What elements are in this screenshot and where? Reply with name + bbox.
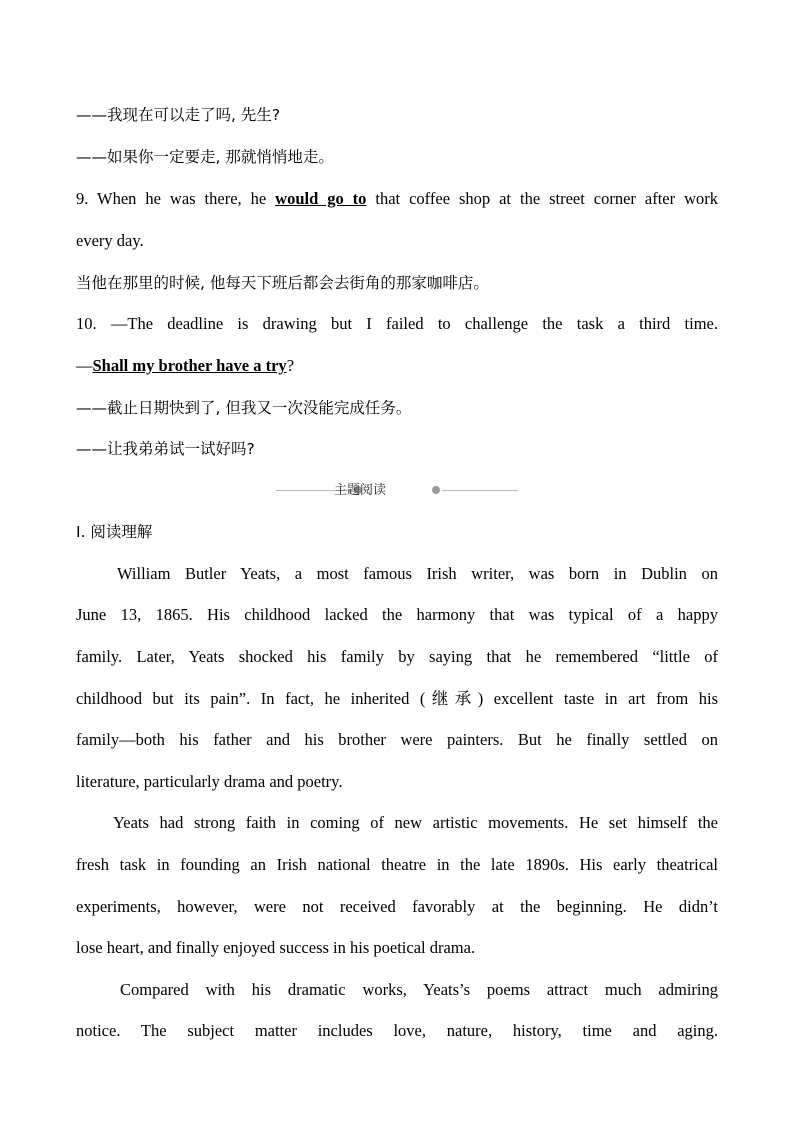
item-10-sentence: 10. —The deadline is drawing but I failed to challenge the task a third time. — [76, 314, 718, 333]
item-9-sentence — [76, 188, 718, 210]
item-9-continuation: every day. — [76, 231, 144, 250]
dialog-line-question: ——我现在可以走了吗, 先生? — [76, 106, 281, 124]
section-heading: Ⅰ. 阅读理解 — [76, 523, 153, 541]
item-9-post: that coffee shop at the street corner after work — [366, 189, 718, 208]
passage-line-3: family. Later, Yeats shocked his family by saying that he remembered “little of — [76, 647, 718, 666]
item-10-question-mark: ? — [286, 356, 295, 375]
passage-line-8: fresh task in founding an Irish national theatre in the late 1890s. His early theatrical — [76, 855, 718, 874]
passage-line-6: literature, particularly drama and poetry. — [76, 772, 343, 791]
divider-title: 主题阅读 — [333, 483, 386, 498]
passage-line-4: childhood but its pain”. In fact, he inherited (继承) excellent taste in art from his — [76, 689, 718, 708]
item-9-pre: 9. When he was there, he — [76, 189, 276, 208]
passage-line-7: Yeats had strong faith in coming of new artistic movements. He set himself the — [113, 813, 718, 832]
item-10-translation-1: ——截止日期快到了, 但我又一次没能完成任务。 — [76, 399, 412, 417]
divider-rule-right — [442, 490, 518, 491]
item-10-reply — [76, 355, 718, 377]
passage-line-11: Compared with his dramatic works, Yeats’s poems attract much admiring — [120, 980, 718, 999]
passage-line-10: lose heart, and finally enjoyed success in his poetical drama. — [76, 938, 476, 957]
passage-line-1: William Butler Yeats, a most famous Irish writer, was born in Dublin on — [117, 564, 718, 583]
passage-line-12: notice. The subject matter includes love, nature, history, time and aging. — [76, 1021, 718, 1040]
passage-line-2: June 13, 1865. His childhood lacked the harmony that was typical of a happy — [76, 605, 718, 624]
divider-dot-right-icon — [432, 486, 440, 494]
dialog-line-answer: ——如果你一定要走, 那就悄悄地走。 — [76, 148, 334, 166]
passage-line-9: experiments, however, were not received favorably at the beginning. He didn’t — [76, 897, 718, 916]
item-10-dash: — — [76, 356, 93, 375]
section-divider — [210, 480, 510, 502]
item-10-key-phrase: Shall my brother have a try — [92, 356, 287, 375]
item-9-translation: 当他在那里的时候, 他每天下班后都会去街角的那家咖啡店。 — [76, 274, 489, 292]
passage-line-5: family—both his father and his brother were painters. But he finally settled on — [76, 730, 718, 749]
item-10-translation-2: ——让我弟弟试一试好吗? — [76, 440, 255, 458]
item-9-key-phrase: would go to — [275, 189, 367, 208]
